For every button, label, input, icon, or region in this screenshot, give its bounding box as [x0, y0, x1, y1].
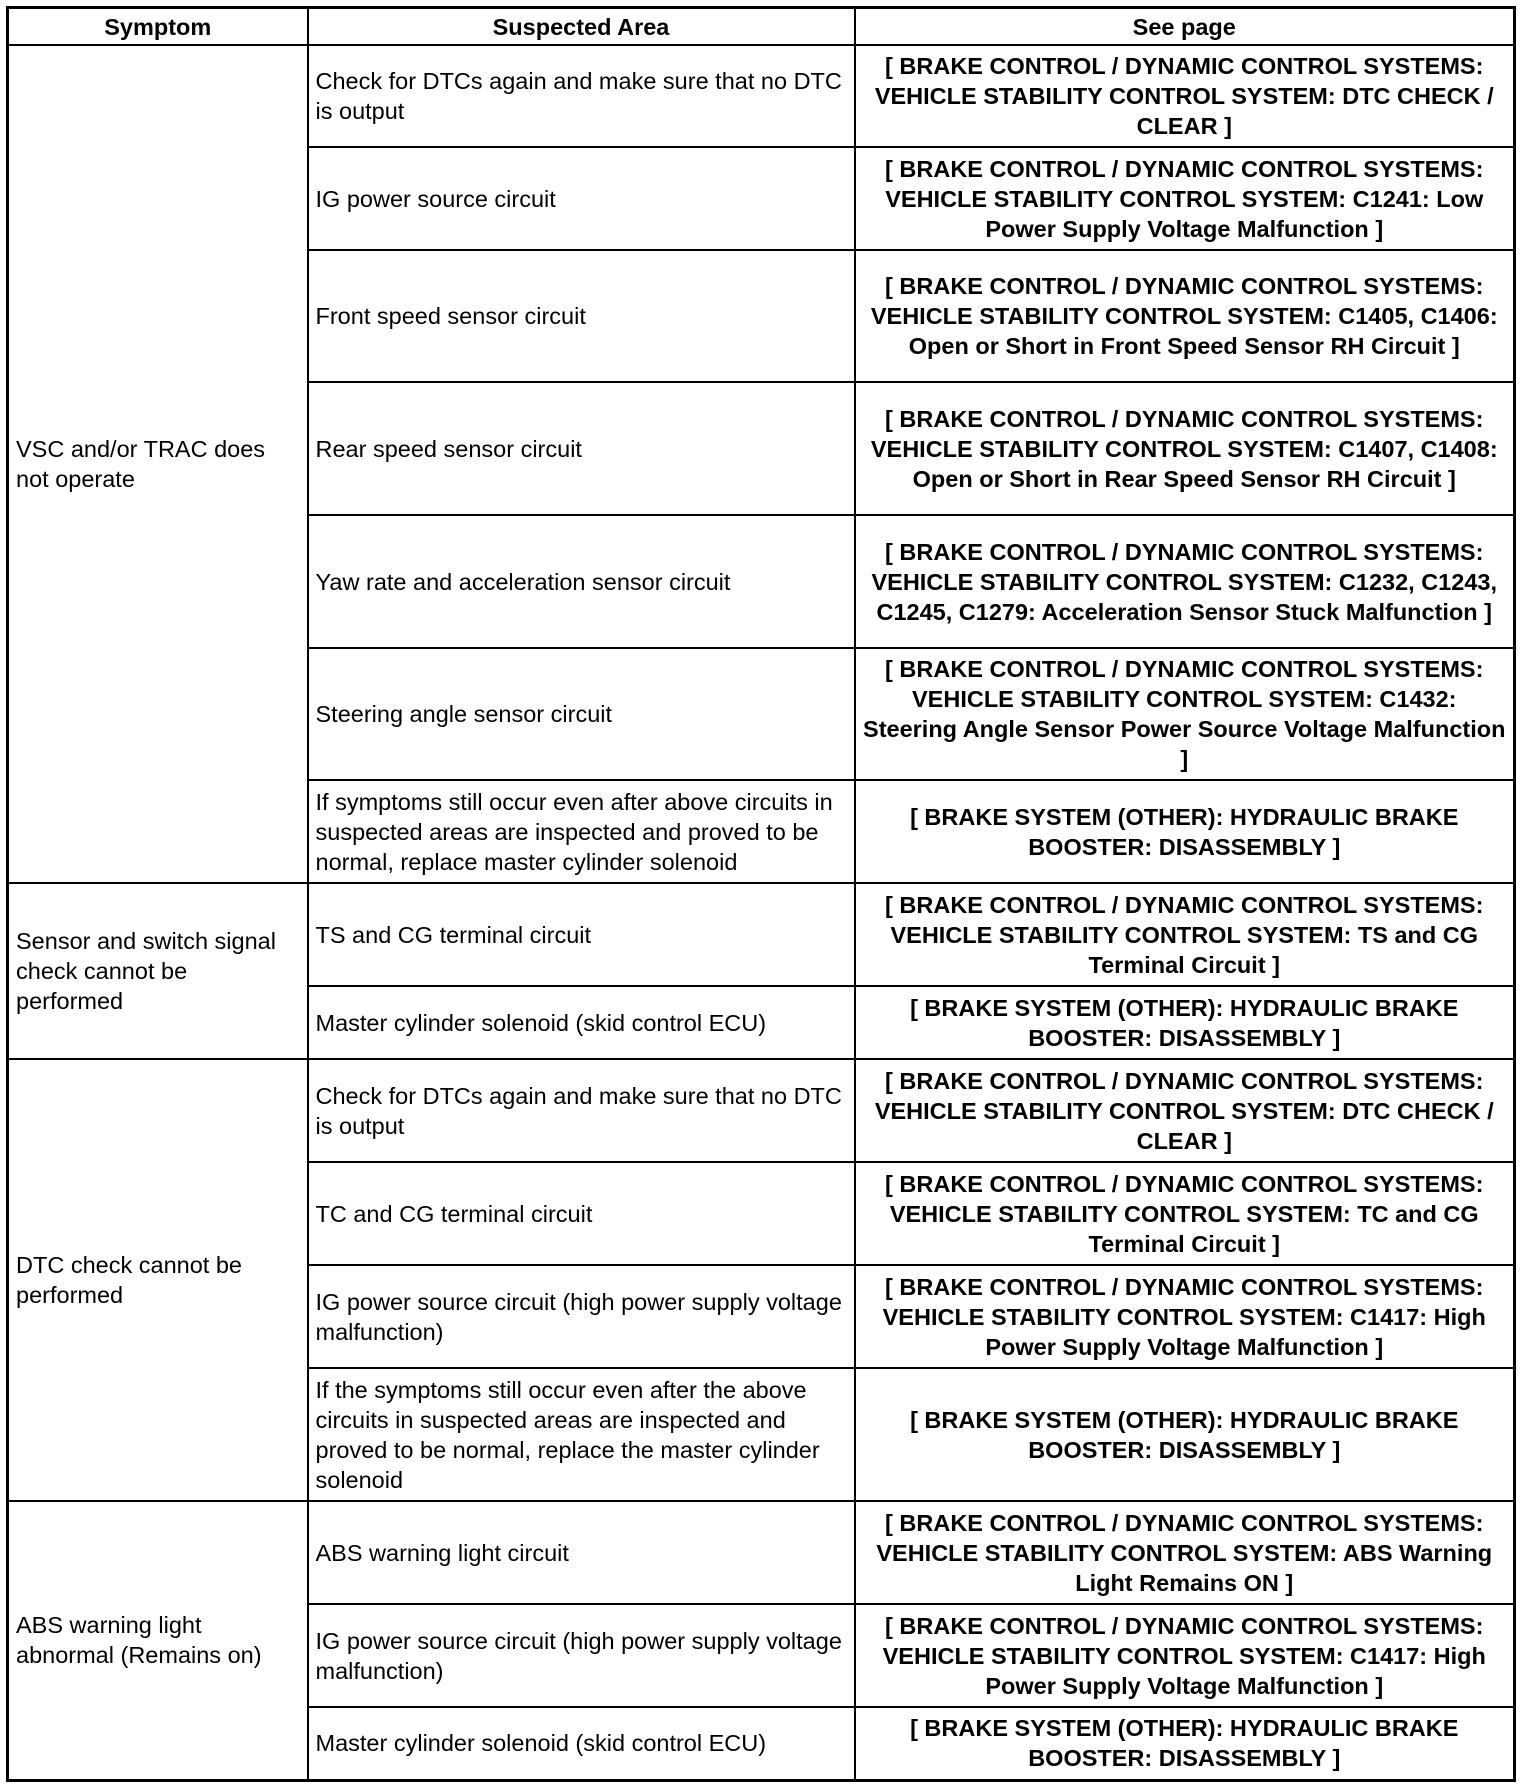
- see-page-link[interactable]: [ BRAKE SYSTEM (OTHER): HYDRAULIC BRAKE BOOSTER: DISASSEMBLY ]: [855, 986, 1515, 1059]
- see-page-link[interactable]: [ BRAKE CONTROL / DYNAMIC CONTROL SYSTEMS: VEHICLE STABILITY CONTROL SYSTEM: C1405, C1406: Open or Short in Front Speed Sensor RH Circuit ]: [855, 250, 1515, 382]
- header-symptom: Symptom: [8, 8, 308, 46]
- suspected-area-cell: If the symptoms still occur even after the above circuits in suspected areas are inspected and proved to be normal, replace the master cylinder solenoid: [308, 1368, 855, 1501]
- see-page-link[interactable]: [ BRAKE CONTROL / DYNAMIC CONTROL SYSTEMS: VEHICLE STABILITY CONTROL SYSTEM: C1241: Low Power Supply Voltage Malfunction ]: [855, 147, 1515, 250]
- suspected-area-cell: Check for DTCs again and make sure that no DTC is output: [308, 45, 855, 147]
- suspected-area-cell: Front speed sensor circuit: [308, 250, 855, 382]
- suspected-area-cell: Rear speed sensor circuit: [308, 382, 855, 515]
- see-page-link[interactable]: [ BRAKE CONTROL / DYNAMIC CONTROL SYSTEMS: VEHICLE STABILITY CONTROL SYSTEM: C1407, C1408: Open or Short in Rear Speed Sensor RH Circuit ]: [855, 382, 1515, 515]
- see-page-link[interactable]: [ BRAKE SYSTEM (OTHER): HYDRAULIC BRAKE BOOSTER: DISASSEMBLY ]: [855, 1707, 1515, 1780]
- header-suspected-area: Suspected Area: [308, 8, 855, 46]
- symptom-cell: ABS warning light abnormal (Remains on): [8, 1501, 308, 1780]
- suspected-area-cell: IG power source circuit (high power supply voltage malfunction): [308, 1265, 855, 1368]
- suspected-area-cell: Master cylinder solenoid (skid control ECU): [308, 1707, 855, 1780]
- suspected-area-cell: IG power source circuit (high power supply voltage malfunction): [308, 1604, 855, 1707]
- see-page-link[interactable]: [ BRAKE CONTROL / DYNAMIC CONTROL SYSTEMS: VEHICLE STABILITY CONTROL SYSTEM: DTC CHECK / CLEAR ]: [855, 1059, 1515, 1162]
- see-page-link[interactable]: [ BRAKE CONTROL / DYNAMIC CONTROL SYSTEMS: VEHICLE STABILITY CONTROL SYSTEM: C1232, C1243, C1245, C1279: Acceleration Sensor Stuck Malfunction ]: [855, 515, 1515, 648]
- suspected-area-cell: Master cylinder solenoid (skid control ECU): [308, 986, 855, 1059]
- see-page-link[interactable]: [ BRAKE SYSTEM (OTHER): HYDRAULIC BRAKE BOOSTER: DISASSEMBLY ]: [855, 780, 1515, 883]
- suspected-area-cell: Yaw rate and acceleration sensor circuit: [308, 515, 855, 648]
- see-page-link[interactable]: [ BRAKE CONTROL / DYNAMIC CONTROL SYSTEMS: VEHICLE STABILITY CONTROL SYSTEM: TC and CG Terminal Circuit ]: [855, 1162, 1515, 1265]
- see-page-link[interactable]: [ BRAKE SYSTEM (OTHER): HYDRAULIC BRAKE BOOSTER: DISASSEMBLY ]: [855, 1368, 1515, 1501]
- suspected-area-cell: Check for DTCs again and make sure that no DTC is output: [308, 1059, 855, 1162]
- symptom-cell: VSC and/or TRAC does not operate: [8, 45, 308, 883]
- see-page-link[interactable]: [ BRAKE CONTROL / DYNAMIC CONTROL SYSTEMS: VEHICLE STABILITY CONTROL SYSTEM: C1417: High Power Supply Voltage Malfunction ]: [855, 1265, 1515, 1368]
- table-row: [8, 1501, 1515, 1604]
- suspected-area-cell: TC and CG terminal circuit: [308, 1162, 855, 1265]
- see-page-link[interactable]: [ BRAKE CONTROL / DYNAMIC CONTROL SYSTEMS: VEHICLE STABILITY CONTROL SYSTEM: TS and CG Terminal Circuit ]: [855, 883, 1515, 986]
- suspected-area-cell: IG power source circuit: [308, 147, 855, 250]
- problem-symptoms-table: [6, 6, 1516, 1782]
- table-row: [8, 883, 1515, 986]
- header-see-page: See page: [855, 8, 1515, 46]
- table-row: [8, 1059, 1515, 1162]
- symptom-cell: Sensor and switch signal check cannot be performed: [8, 883, 308, 1059]
- see-page-link[interactable]: [ BRAKE CONTROL / DYNAMIC CONTROL SYSTEMS: VEHICLE STABILITY CONTROL SYSTEM: ABS Warning Light Remains ON ]: [855, 1501, 1515, 1604]
- table-row: [8, 45, 1515, 147]
- suspected-area-cell: ABS warning light circuit: [308, 1501, 855, 1604]
- see-page-link[interactable]: [ BRAKE CONTROL / DYNAMIC CONTROL SYSTEMS: VEHICLE STABILITY CONTROL SYSTEM: C1417: High Power Supply Voltage Malfunction ]: [855, 1604, 1515, 1707]
- table-header-row: [8, 8, 1515, 46]
- see-page-link[interactable]: [ BRAKE CONTROL / DYNAMIC CONTROL SYSTEMS: VEHICLE STABILITY CONTROL SYSTEM: DTC CHECK / CLEAR ]: [855, 45, 1515, 147]
- symptom-cell: DTC check cannot be performed: [8, 1059, 308, 1501]
- suspected-area-cell: TS and CG terminal circuit: [308, 883, 855, 986]
- see-page-link[interactable]: [ BRAKE CONTROL / DYNAMIC CONTROL SYSTEMS: VEHICLE STABILITY CONTROL SYSTEM: C1432: Steering Angle Sensor Power Source Voltage Malfunction ]: [855, 648, 1515, 780]
- suspected-area-cell: Steering angle sensor circuit: [308, 648, 855, 780]
- suspected-area-cell: If symptoms still occur even after above circuits in suspected areas are inspected and proved to be normal, replace master cylinder solenoid: [308, 780, 855, 883]
